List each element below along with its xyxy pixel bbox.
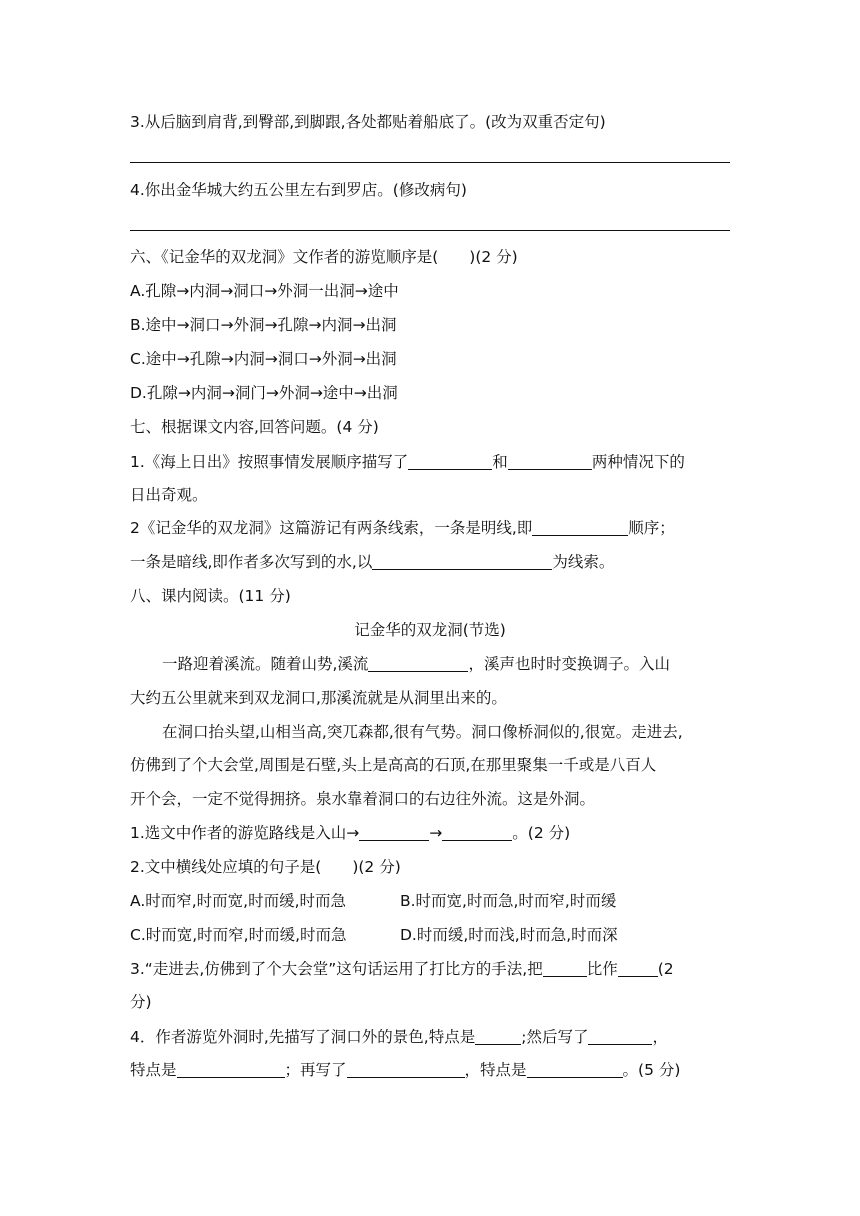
section-8-q2-option-c: C.时而宽,时而窄,时而缓,时而急 bbox=[130, 926, 347, 944]
section-7-q2-text-b: 顺序； bbox=[628, 519, 675, 537]
fill-blank bbox=[177, 1061, 285, 1078]
section-6-option-c: C.途中→孔隙→内洞→洞口→外洞→出洞 bbox=[130, 350, 397, 368]
fill-blank bbox=[527, 1061, 623, 1078]
section-8-q4-text-d: 特点是 bbox=[130, 1061, 177, 1079]
section-8-q3-text-a: 3.“走进去,仿佛到了个大会堂”这句话运用了打比方的手法,把 bbox=[130, 960, 543, 978]
passage-p2-line1: 在洞口抬头望,山相当高,突兀森都,很有气势。洞口像桥洞似的,很宽。走进去, bbox=[162, 723, 683, 741]
section-8-q4-text-g: 。(5 分) bbox=[622, 1061, 681, 1079]
fill-blank bbox=[508, 453, 592, 470]
section-8-q3-line1 bbox=[130, 959, 674, 979]
section-6-option-d: D.孔隙→内洞→洞门→外洞→途中→出洞 bbox=[130, 384, 398, 402]
section-8-q2-option-b: B.时而宽,时而急,时而窄,时而缓 bbox=[400, 892, 617, 910]
section-7-q1-text-a: 1.《海上日出》按照事情发展顺序描写了 bbox=[130, 453, 409, 471]
section-8-q1 bbox=[130, 823, 570, 843]
section-7-q2-line1 bbox=[130, 518, 675, 538]
fill-blank bbox=[372, 553, 552, 570]
section-8-q3-text-b: 比作 bbox=[586, 960, 618, 978]
fill-blank bbox=[618, 960, 658, 977]
passage-p2-line3: 开个会，一定不觉得拥挤。泉水靠着洞口的右边往外流。这是外洞。 bbox=[130, 790, 596, 808]
passage-title: 记金华的双龙洞(节选) bbox=[354, 621, 506, 639]
section-7-q2-text-a: 2《记金华的双龙洞》这篇游记有两条线索，一条是明线,即 bbox=[130, 519, 533, 537]
passage-p1-line1 bbox=[162, 654, 670, 674]
section-8-q3-text-c: (2 bbox=[657, 960, 674, 978]
passage-p1-line2: 大约五公里就来到双龙洞口,那溪流就是从洞里出来的。 bbox=[130, 689, 507, 707]
question-3-text: 3.从后脑到肩背,到臀部,到脚跟,各处都贴着船底了。(改为双重否定句) bbox=[130, 113, 606, 131]
section-8-q4-text-b: ;然后写了 bbox=[521, 1028, 589, 1046]
section-7-q1-line1 bbox=[130, 452, 685, 472]
section-8-q4-line2 bbox=[130, 1060, 680, 1080]
section-8-q2-option-a: A.时而窄,时而宽,时而缓,时而急 bbox=[130, 892, 347, 910]
answer-line-q4 bbox=[130, 230, 730, 231]
section-6-title: 六、《记金华的双龙洞》文作者的游览顺序是( )(2 分) bbox=[130, 248, 518, 266]
fill-blank bbox=[368, 655, 468, 672]
section-7-q2-line2 bbox=[130, 552, 614, 572]
section-8-q3-line2: 分) bbox=[130, 993, 152, 1011]
fill-blank bbox=[408, 453, 492, 470]
section-8-q1-text-a: 1.选文中作者的游览路线是入山→ bbox=[130, 824, 360, 842]
fill-blank bbox=[347, 1061, 465, 1078]
section-7-q2-text-c: 一条是暗线,即作者多次写到的水,以 bbox=[130, 553, 373, 571]
passage-p1-text-b: ，溪声也时时变换调子。入山 bbox=[468, 655, 670, 673]
question-4-text: 4.你出金华城大约五公里左右到罗店。(修改病句) bbox=[130, 181, 467, 199]
fill-blank bbox=[359, 824, 429, 841]
section-8-q4-text-f: ，特点是 bbox=[464, 1061, 527, 1079]
fill-blank bbox=[588, 1028, 652, 1045]
section-8-q1-text-c: 。(2 分) bbox=[512, 824, 571, 842]
section-8-q1-text-b: → bbox=[429, 824, 443, 842]
section-7-q2-text-d: 为线索。 bbox=[552, 553, 615, 571]
section-7-title: 七、根据课文内容,回答问题。(4 分) bbox=[130, 418, 379, 436]
section-8-q4-text-e: ；再写了 bbox=[284, 1061, 347, 1079]
answer-line-q3 bbox=[130, 162, 730, 163]
fill-blank bbox=[442, 824, 512, 841]
section-8-q4-text-c: ， bbox=[652, 1028, 668, 1046]
passage-p1-text-a: 一路迎着溪流。随着山势,溪流 bbox=[162, 655, 369, 673]
section-8-q4-line1 bbox=[130, 1027, 668, 1047]
passage-p2-line2: 仿佛到了个大会堂,周围是石壁,头上是高高的石顶,在那里聚集一千或是八百人 bbox=[130, 756, 657, 774]
fill-blank bbox=[543, 960, 587, 977]
section-6-option-a: A.孔隙→内洞→洞口→外洞一出洞→途中 bbox=[130, 282, 399, 300]
section-7-q1-line2: 日出奇观。 bbox=[130, 486, 208, 504]
fill-blank bbox=[532, 519, 628, 536]
section-8-q2: 2.文中横线处应填的句子是( )(2 分) bbox=[130, 858, 401, 876]
section-7-q1-text-b: 和 bbox=[492, 453, 508, 471]
section-7-q1-text-c: 两种情况下的 bbox=[591, 453, 685, 471]
section-6-option-b: B.途中→洞口→外洞→孔隙→内洞→出洞 bbox=[130, 316, 397, 334]
section-8-q2-option-d: D.时而缓,时而浅,时而急,时而深 bbox=[400, 926, 618, 944]
section-8-title: 八、课内阅读。(11 分) bbox=[130, 587, 291, 605]
fill-blank bbox=[475, 1028, 521, 1045]
section-8-q4-text-a: 4．作者游览外洞时,先描写了洞口外的景色,特点是 bbox=[130, 1028, 476, 1046]
